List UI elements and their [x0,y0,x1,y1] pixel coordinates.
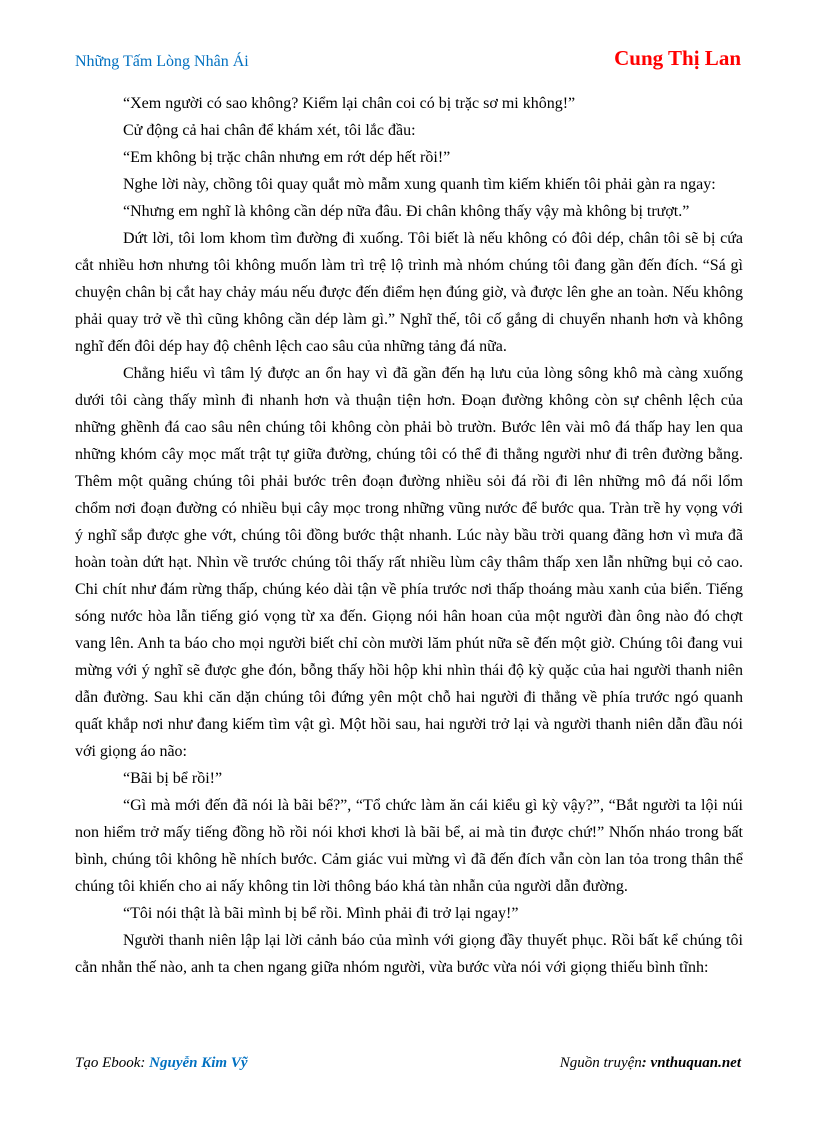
paragraph: Người thanh niên lập lại lời cảnh báo của mình với giọng đầy thuyết phục. Rồi bất kể chúng tôi cằn nhằn thế nào, anh ta chen ngang giữa nhóm người, vừa bước vừa nói với giọng thiếu bình tĩnh: [75,932,743,976]
author-name: Cung Thị Lan [614,46,741,70]
paragraph: “Nhưng em nghĩ là không cần dép nữa đâu. Đi chân không thấy vậy mà không bị trượt.” [123,203,690,220]
source-credit: Nguồn truyện: vnthuquan.net [559,1055,741,1071]
paragraph: Cử động cả hai chân để khám xét, tôi lắc đầu: [123,122,416,139]
page-header [75,46,741,76]
paragraph: Nghe lời này, chồng tôi quay quắt mò mẫm xung quanh tìm kiếm khiến tôi phải gàn ra ngay: [123,176,716,193]
paragraph: “Bãi bị bể rồi!” [123,770,223,787]
ebook-creator: Nguyễn Kim Vỹ [149,1055,248,1071]
paragraph: “Xem người có sao không? Kiểm lại chân coi có bị trặc sơ mi không!” [123,95,576,112]
paragraph: “Tôi nói thật là bãi mình bị bể rồi. Mình phải đi trở lại ngay!” [123,905,519,922]
book-title: Những Tấm Lòng Nhân Ái [75,53,249,70]
paragraph: “Em không bị trặc chân nhưng em rớt dép hết rồi!” [123,149,451,166]
paragraph: Chẳng hiểu vì tâm lý được an ổn hay vì đã gần đến hạ lưu của lòng sông khô mà càng xuống dưới tôi càng thấy mình đi nhanh hơn và thuận tiện hơn. Đoạn đường không còn sự chênh lệch của những ghềnh đá cao sâu nên chúng tôi không còn phải bò trườn. Bước lên vài mô đá thấp hay len qua những khóm cây mọc mất trật tự giữa đường, chúng tôi có thể đi thẳng người như đi trên đường bằng. Thêm một quãng chúng tôi phải bước trên đoạn đường nhiều sỏi đá rồi đi lên những mô đá nổi lổm chổm nơi đoạn đường có nhiều bụi cây mọc trong những vũng nước để bước qua. Tràn trề hy vọng với ý nghĩ sắp được ghe vớt, chúng tôi đồng bước thật nhanh. Lúc này bầu trời quang đãng hơn vì mưa đã hoàn toàn dứt hạt. Nhìn về trước chúng tôi thấy rất nhiều lùm cây thâm thấp xen lẫn những bụi cỏ cao. Chi chít như đám rừng thấp, chúng kéo dài tận về phía trước nơi thấp thoáng màu xanh của biển. Tiếng sóng nước hòa lẫn tiếng gió vọng từ xa đến. Giọng nói hân hoan của một người đàn ông nào đó chợt vang lên. Anh ta báo cho mọi người biết chỉ còn mười lăm phút nữa sẽ đến một giờ. Chúng tôi đang vui mừng với ý nghĩ sẽ được ghe đón, bỗng thấy hồi hộp khi nhìn thái độ kỳ quặc của hai người thanh niên dẫn đường. Sau khi căn dặn chúng tôi đứng yên một chỗ hai người đi thẳng về phía trước ngó quanh quất khắp nơi như đang kiếm tìm vật gì. Một hồi sau, hai người trở lại và người thanh niên dẫn đầu nói với giọng áo não: [75,365,743,760]
story-text [75,90,743,981]
ebook-label: Tạo Ebook [75,1055,141,1071]
page-footer [75,1055,741,1079]
paragraph: Dứt lời, tôi lom khom tìm đường đi xuống. Tôi biết là nếu không có đôi dép, chân tôi sẽ bị cứa cắt nhiều hơn nhưng tôi không muốn làm trì trệ lộ trình mà nhóm chúng tôi đang gần đến đích. “Sá gì chuyện chân bị cắt hay chảy máu nếu được đến điểm hẹn đúng giờ, và được lên ghe an toàn. Nếu không phải quay trở về thì cũng không cần dép làm gì.” Nghĩ thế, tôi cố gắng di chuyển nhanh hơn và không nghĩ đến đôi dép hay độ chênh lệch cao sâu của những tảng đá nữa. [75,230,743,355]
source-label: Nguồn truyện [559,1055,642,1071]
source-site: vnthuquan.net [650,1055,741,1071]
paragraph: “Gì mà mới đến đã nói là bãi bể?”, “Tổ chức làm ăn cái kiểu gì kỳ vậy?”, “Bắt người ta lội núi non hiểm trở mấy tiếng đồng hồ rồi nói khơi khơi là bãi bể, ai mà tin được chứ!” Nhốn nháo trong bất bình, chúng tôi không hề nhích bước. Cảm giác vui mừng vì đã đến đích vẫn còn lan tỏa trong thân thể chúng tôi khiến cho ai nấy không tin lời thông báo khá tàn nhẫn của người dẫn đường. [75,797,743,895]
ebook-credit: Tạo Ebook: Nguyễn Kim Vỹ [75,1055,248,1071]
